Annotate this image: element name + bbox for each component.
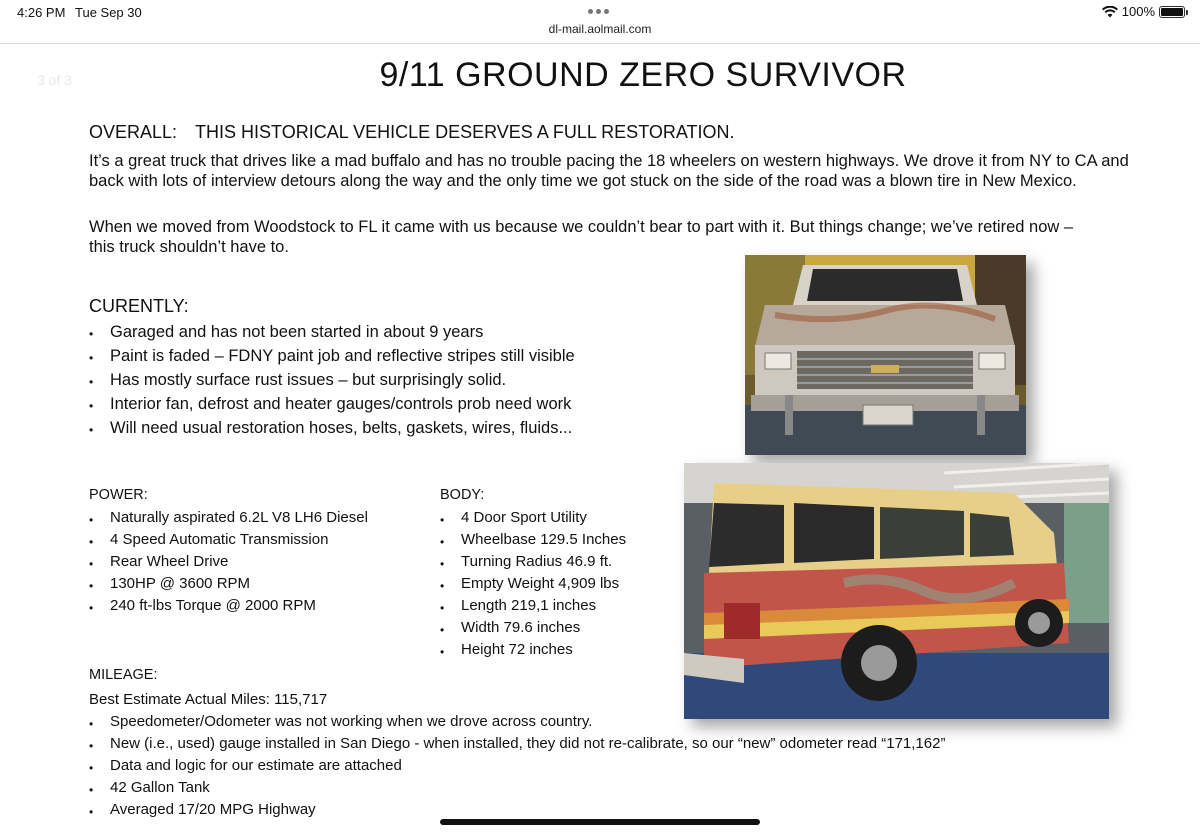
list-item: • Turning Radius 46.9 ft.	[440, 551, 626, 573]
overall-line	[89, 122, 735, 143]
list-item: • Height 72 inches	[440, 639, 626, 661]
list-item: • Garaged and has not been started in about 9 years	[89, 320, 575, 344]
wifi-icon	[1102, 6, 1118, 18]
truck-side-photo[interactable]	[684, 463, 1109, 719]
page-title: 9/11 GROUND ZERO SURVIVOR	[379, 56, 907, 94]
page-indicator: 3 of 3	[37, 72, 73, 88]
power-list	[89, 507, 368, 617]
list-item: • 240 ft-lbs Torque @ 2000 RPM	[89, 595, 368, 617]
currently-heading: CURENTLY:	[89, 296, 189, 316]
list-item: • Naturally aspirated 6.2L V8 LH6 Diesel	[89, 507, 368, 529]
status-right	[1102, 4, 1185, 19]
home-indicator[interactable]	[440, 819, 760, 825]
list-item: • Interior fan, defrost and heater gauges/controls prob need work	[89, 392, 575, 416]
list-item: • Rear Wheel Drive	[89, 551, 368, 573]
list-item: • 4 Speed Automatic Transmission	[89, 529, 368, 551]
list-item: • 4 Door Sport Utility	[440, 507, 626, 529]
address-url[interactable]: dl-mail.aolmail.com	[548, 22, 652, 36]
list-item: • Wheelbase 129.5 Inches	[440, 529, 626, 551]
power-heading: POWER:	[89, 487, 148, 503]
overall-text: THIS HISTORICAL VEHICLE DESERVES A FULL RESTORATION.	[195, 122, 735, 142]
overall-label: OVERALL:	[89, 122, 178, 142]
list-item: • Data and logic for our estimate are attached	[89, 755, 945, 777]
more-dots-icon[interactable]	[588, 9, 609, 14]
best-estimate: Best Estimate Actual Miles: 115,717	[89, 691, 328, 708]
currently-list	[89, 320, 575, 440]
mileage-heading: MILEAGE:	[89, 667, 158, 683]
truck-front-photo[interactable]	[745, 255, 1026, 455]
list-item: • Length 219,1 inches	[440, 595, 626, 617]
body-heading: BODY:	[440, 487, 485, 503]
paragraph-2: When we moved from Woodstock to FL it came with us because we couldn’t bear to part with it. But things change; we’ve retired now – this truck shouldn’t have to.	[89, 218, 1074, 256]
status-date: Tue Sep 30	[75, 5, 142, 20]
list-item: • Averaged 17/20 MPG Highway	[89, 799, 945, 821]
status-time: 4:26 PM	[17, 5, 66, 20]
mileage-list	[89, 711, 945, 821]
list-item: • Speedometer/Odometer was not working when we drove across country.	[89, 711, 945, 733]
list-item: • 42 Gallon Tank	[89, 777, 945, 799]
body-list	[440, 507, 626, 661]
list-item: • Paint is faded – FDNY paint job and reflective stripes still visible	[89, 344, 575, 368]
list-item: • Empty Weight 4,909 lbs	[440, 573, 626, 595]
truck-side-image	[684, 463, 1109, 719]
truck-front-image	[745, 255, 1026, 455]
status-bar	[0, 0, 1200, 44]
list-item: • Will need usual restoration hoses, belts, gaskets, wires, fluids...	[89, 416, 575, 440]
list-item: • New (i.e., used) gauge installed in San Diego - when installed, they did not re-calibrate, so our “new” odometer read “171,162”	[89, 733, 945, 755]
list-item: • Width 79.6 inches	[440, 617, 626, 639]
list-item: • Has mostly surface rust issues – but surprisingly solid.	[89, 368, 575, 392]
battery-icon	[1159, 6, 1185, 18]
list-item: • 130HP @ 3600 RPM	[89, 573, 368, 595]
document-page	[0, 44, 1200, 833]
paragraph-1: It’s a great truck that drives like a mad buffalo and has no trouble pacing the 18 wheelers on western highways. We drove it from NY to CA and back with lots of interview detours along the way and the only time we got stuck on the side of the road was a blown tire in New Mexico.	[89, 152, 1129, 190]
battery-percent: 100%	[1121, 4, 1155, 19]
